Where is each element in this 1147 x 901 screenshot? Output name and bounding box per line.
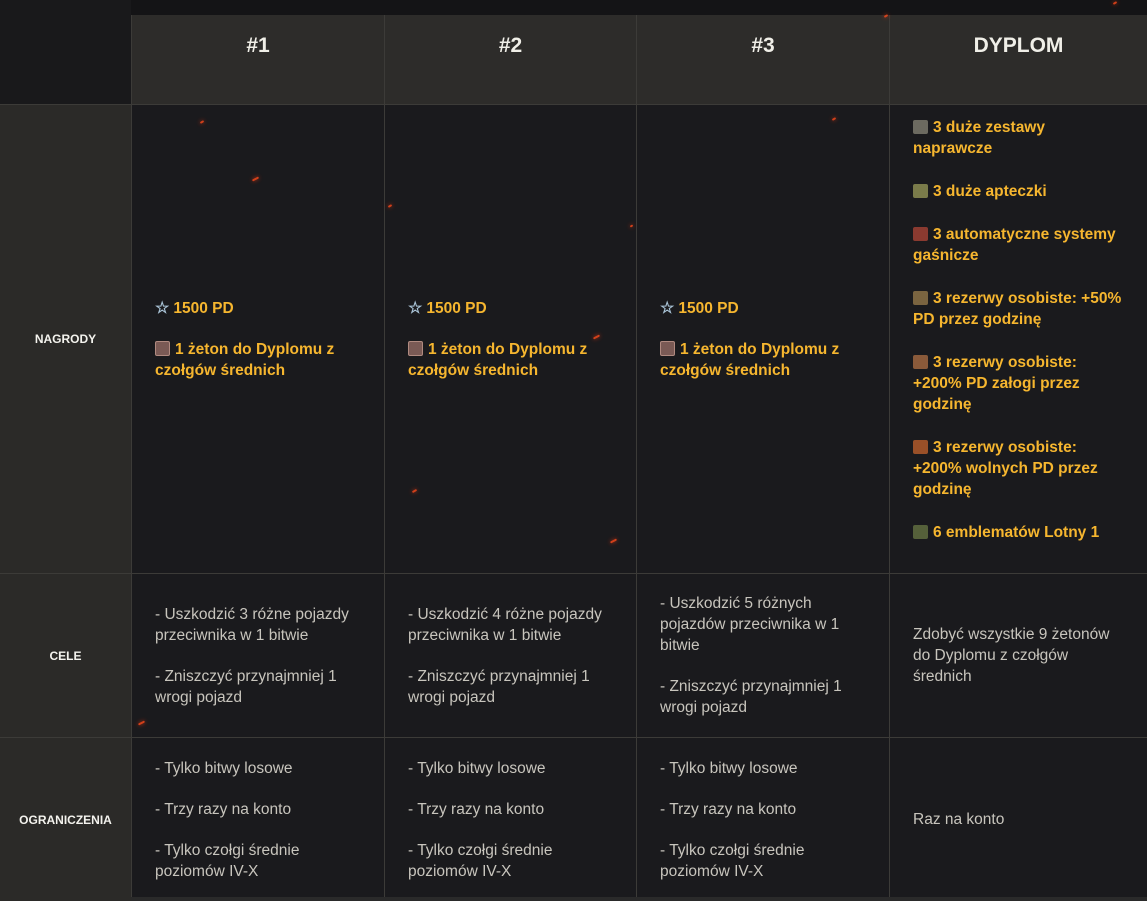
token-icon (660, 341, 675, 356)
limit-text: Raz na konto (913, 811, 1005, 828)
fire-extinguisher-icon (913, 227, 928, 241)
limits-cell-diploma (889, 737, 1147, 901)
reward-item: 3 rezerwy osobiste: +200% PD załogi przez godzinę (913, 354, 1080, 413)
reward-xp: ☆ 1500 PD (660, 299, 739, 317)
row-label-limits: OGRANICZENIA (0, 737, 131, 901)
goals-cell-diploma (889, 573, 1147, 737)
goal-text: - Uszkodzić 5 różnych pojazdów przeciwnika w 1 bitwie (660, 595, 840, 654)
rewards-cell-2 (384, 104, 636, 573)
rewards-cell-1 (131, 104, 384, 573)
column-header-3: #3 (636, 15, 889, 104)
reward-item: 3 rezerwy osobiste: +50% PD przez godzinę (913, 290, 1122, 328)
reserve-xp-icon (913, 291, 928, 305)
goal-text: - Zniszczyć przynajmniej 1 wrogi pojazd (408, 667, 590, 706)
reward-xp: ☆ 1500 PD (155, 299, 234, 317)
column-header-2: #2 (384, 15, 636, 104)
goals-cell-2 (384, 573, 636, 737)
repair-kit-icon (913, 120, 928, 134)
goal-text: - Zniszczyć przynajmniej 1 wrogi pojazd (155, 667, 337, 706)
column-header-1: #1 (131, 15, 384, 104)
star-icon: ☆ (155, 299, 170, 317)
rewards-cell-diploma (889, 104, 1147, 573)
limits-cell-3 (636, 737, 889, 901)
limit-text: - Trzy razy na konto (155, 800, 292, 818)
reward-token: 1 żeton do Dyplomu z czołgów średnich (408, 340, 588, 379)
goal-text: - Uszkodzić 4 różne pojazdy przeciwnika w 1 bitwie (408, 605, 602, 644)
goal-text: Zdobyć wszystkie 9 żetonów do Dyplomu z czołgów średnich (913, 626, 1110, 685)
column-header-diploma: DYPLOM (889, 15, 1147, 104)
reward-token: 1 żeton do Dyplomu z czołgów średnich (155, 340, 335, 379)
limit-text: - Tylko bitwy losowe (408, 759, 546, 777)
reward-token: 1 żeton do Dyplomu z czołgów średnich (660, 340, 840, 379)
limit-text: - Trzy razy na konto (660, 800, 797, 818)
limits-cell-2 (384, 737, 636, 901)
reward-item: 6 emblematów Lotny 1 (913, 522, 1125, 543)
limit-text: - Tylko czołgi średnie poziomów IV-X (660, 841, 805, 880)
reward-item: 3 rezerwy osobiste: +200% wolnych PD przez godzinę (913, 439, 1098, 498)
reward-item: 3 automatyczne systemy gaśnicze (913, 226, 1116, 264)
limits-cell-1 (131, 737, 384, 901)
medkit-icon (913, 184, 928, 198)
row-label-rewards: NAGRODY (0, 104, 131, 573)
limit-text: - Tylko czołgi średnie poziomów IV-X (408, 841, 553, 880)
star-icon: ☆ (660, 299, 675, 317)
reward-xp: ☆ 1500 PD (408, 299, 487, 317)
token-icon (155, 341, 170, 356)
reserve-free-xp-icon (913, 440, 928, 454)
rewards-cell-3 (636, 104, 889, 573)
reward-item: 3 duże apteczki (913, 181, 1125, 202)
limit-text: - Tylko bitwy losowe (660, 759, 798, 777)
goals-cell-3 (636, 573, 889, 737)
row-label-goals: CELE (0, 573, 131, 737)
reserve-crew-icon (913, 355, 928, 369)
goal-text: - Uszkodzić 3 różne pojazdy przeciwnika w 1 bitwie (155, 605, 349, 644)
limit-text: - Tylko bitwy losowe (155, 759, 293, 777)
star-icon: ☆ (408, 299, 423, 317)
token-icon (408, 341, 423, 356)
emblem-icon (913, 525, 928, 539)
reward-item: 3 duże zestawy naprawcze (913, 119, 1045, 157)
table-corner (0, 0, 131, 104)
goals-cell-1 (131, 573, 384, 737)
limit-text: - Tylko czołgi średnie poziomów IV-X (155, 841, 300, 880)
limit-text: - Trzy razy na konto (408, 800, 545, 818)
goal-text: - Zniszczyć przynajmniej 1 wrogi pojazd (660, 678, 842, 716)
